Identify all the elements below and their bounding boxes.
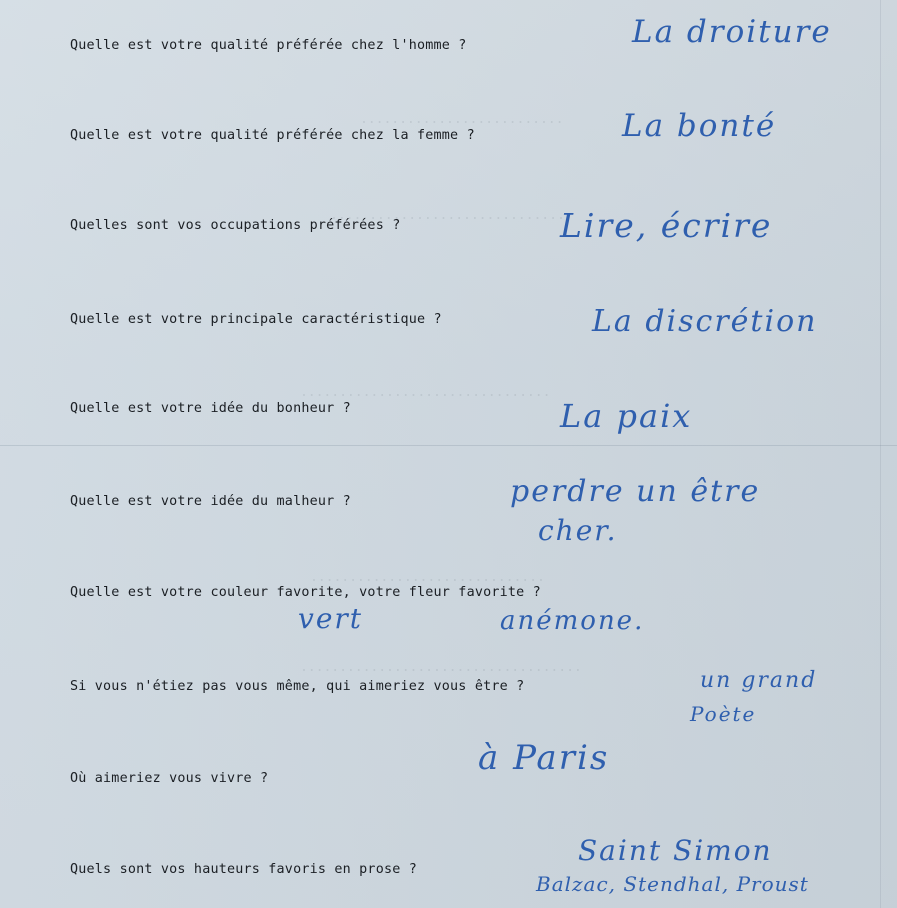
question-7: Quelle est votre couleur favorite, votre fleur favorite ?	[70, 585, 541, 600]
answer-3: Lire, écrire	[560, 206, 773, 245]
question-9: Où aimeriez vous vivre ?	[70, 771, 269, 786]
answer-7-color: vert	[298, 602, 364, 635]
answer-2: La bonté	[622, 108, 777, 144]
question-3: Quelles sont vos occupations préférées ?	[70, 218, 401, 233]
question-10: Quels sont vos hauteurs favoris en prose ?	[70, 862, 417, 877]
answer-7-flower: anémone.	[500, 606, 645, 636]
answer-4: La discrétion	[592, 304, 818, 339]
question-5: Quelle est votre idée du bonheur ?	[70, 401, 351, 416]
answer-8-continued: Poète	[690, 702, 757, 726]
answer-10-continued: Balzac, Stendhal, Proust	[536, 872, 809, 896]
answer-8: un grand	[700, 668, 818, 693]
show-through-text: ..............................	[310, 570, 545, 585]
question-2: Quelle est votre qualité préférée chez la femme ?	[70, 128, 475, 143]
show-through-text: ..........................	[360, 112, 564, 127]
question-8: Si vous n'étiez pas vous même, qui aimeriez vous être ?	[70, 679, 525, 694]
show-through-text: ................................	[300, 385, 551, 400]
question-4: Quelle est votre principale caractéristique ?	[70, 312, 442, 327]
show-through-text: ..............................	[330, 208, 565, 223]
show-through-text: ....................................	[300, 660, 582, 675]
question-6: Quelle est votre idée du malheur ?	[70, 494, 351, 509]
answer-10: Saint Simon	[578, 834, 773, 867]
answer-6-continued: cher.	[538, 514, 618, 547]
answer-5: La paix	[560, 397, 693, 435]
answer-9: à Paris	[478, 738, 610, 778]
question-1: Quelle est votre qualité préférée chez l'homme ?	[70, 38, 467, 53]
answer-6: perdre un être	[510, 474, 761, 509]
fold-line	[0, 445, 897, 446]
answer-1: La droiture	[632, 14, 832, 50]
fold-line-vertical	[880, 0, 881, 908]
